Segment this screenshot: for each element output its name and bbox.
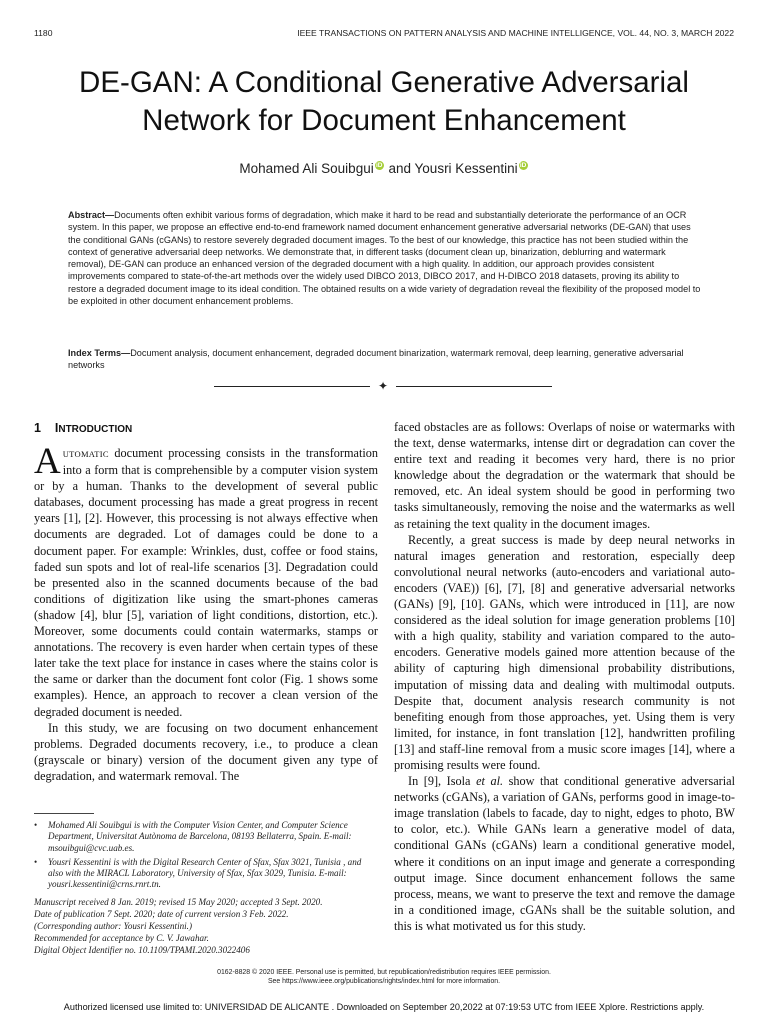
index-terms-dash: — xyxy=(121,348,131,358)
author-list xyxy=(0,161,768,176)
section-rest: NTRODUCTION xyxy=(58,424,133,435)
copyright-notice xyxy=(0,968,768,986)
section-number: 1 xyxy=(34,421,41,435)
author-2: Yousri Kessentini xyxy=(414,161,518,176)
license-bar: Authorized licensed use limited to: UNIVERSIDAD DE ALICANTE . Downloaded on September 20,2022 at 07:19:53 UTC from IEEE Xplore. Restrictions apply. xyxy=(63,1002,705,1012)
footnote-item: • Mohamed Ali Souibgui is with the Computer Vision Center, and Computer Science Department, Universitat Autònoma de Barcelona, 08193 Bellaterra, Spain. E-mail: msouibgui@cvc.uab.es. xyxy=(34,820,378,854)
journal-header: IEEE TRANSACTIONS ON PATTERN ANALYSIS AND MACHINE INTELLIGENCE, VOL. 44, NO. 3, MARCH 2022 xyxy=(297,28,734,38)
right-paragraph-2: Recently, a great success is made by deep neural networks in natural images generation and restoration, especially deep convolutional neural networks (auto-encoders and variational auto-encoders (VAE)) [6], [7], [8] and generative adversarial networks (GANs) [9], [10]. GANs, which were introduced in [11], are now considered as the ideal solution for image generation problems [10] with a high quality, stability and variation compared to the auto-encoders. Generative models gained more attention because of the ability of capturing high dimensional probability distributions, imputation of missing data and dealing with multimodal outputs. Despite that, document analysis research community is not benefiting enough from those approaches, yet. Using them is very limited, for instance, in font translation [12], handwritten profiling [13] and staff-line removal from a music score images [14], where a promising results were found. xyxy=(394,532,735,772)
author-conjunction: and xyxy=(388,161,412,176)
copyright-line-1: 0162-8828 © 2020 IEEE. Personal use is permitted, but republication/redistribution requires IEEE permission. xyxy=(217,969,551,976)
dropcap: A xyxy=(34,441,61,482)
left-column xyxy=(34,441,378,784)
manuscript-line: Date of publication 7 Sept. 2020; date of current version 3 Feb. 2022. xyxy=(34,909,289,920)
title-line-2: Network for Document Enhancement xyxy=(142,104,626,137)
p3-etal: et al. xyxy=(476,774,504,789)
paper-title xyxy=(0,64,768,140)
p3-start: In [9], Isola xyxy=(408,774,477,789)
abstract-dash: — xyxy=(105,210,115,220)
index-terms-label: Index Terms xyxy=(68,348,122,358)
manuscript-line: (Corresponding author: Yousri Kessentini.) xyxy=(34,921,192,932)
separator-diamond-icon: ✦ xyxy=(377,379,389,393)
manuscript-line: Recommended for acceptance by C. V. Jawahar. xyxy=(34,933,209,944)
copyright-line-2: See https://www.ieee.org/publications/rights/index.html for more information. xyxy=(267,978,501,985)
running-header xyxy=(34,28,734,42)
abstract xyxy=(68,209,702,307)
abstract-label: Abstract xyxy=(68,210,106,220)
footnote-rule xyxy=(34,813,94,814)
p3-end: show that conditional generative adversarial networks (cGANs), a variation of GANs, performs good in image-to-image translation (labels to facade, day to night, edges to photo, BW to color, etc.). While GANs learn a generative model of data, conditional GANs (cGANs) learn a conditional generative model, where it conditions on an input image and generate a corresponding output image. Since document enhancement follows the same process, means, we want to preserve the text and remove the damage in a conditioned image, cGANs shall be the suitable solution, and this is what motivated us for this study. xyxy=(394,774,735,933)
right-paragraph-1: faced obstacles are as follows: Overlaps of noise or watermarks with the text, dense watermarks, intense dirt or degradation can cover the entire text and reading it becomes very hard, there is no prior knowledge about the degradation or the watermark that should be removed, etc. An ideal system should be good in performing two tasks simultaneously, removing the noise and the watermarks as well as retaining the text quality in the document images. xyxy=(394,420,735,531)
separator-rule-right xyxy=(396,386,552,387)
intro-paragraph-1-text: document processing consists in the transformation into a form that is comprehensible by a computer vision system or by a human. Thanks to the development of several public databases, document processing has made a great progress in recent years [1], [2]. However, this processing is not always effective when documents are degraded. Lot of damages could be done to a document paper. For example: Wrinkles, dust, coffee or food stains, faded sun spots and lot of real-life scenarios [3]. Degradation could be presented also in the scanned documents because of the bad conditions of digitization like using the smart-phones cameras (shadow [4], blur [5], variation of light conditions, distortion, etc.). Moreover, some documents could contain watermarks, stamps or annotations. The recovery is even harder when certain types of these later take the text place for instance in cases where the stains color is the same or darker than the document font color (Fig. 1 shows some examples). Hence, an approach to recover a clean version of the degraded document is needed. xyxy=(34,446,378,719)
manuscript-line: Manuscript received 8 Jan. 2019; revised 15 May 2020; accepted 3 Sept. 2020. xyxy=(34,897,323,907)
smallcaps-lead: UTOMATIC xyxy=(62,449,109,459)
separator-rule-left xyxy=(214,386,370,387)
section-heading xyxy=(34,421,132,435)
author-1: Mohamed Ali Souibgui xyxy=(239,161,374,176)
page-number: 1180 xyxy=(34,28,53,38)
manuscript-line: Digital Object Identifier no. 10.1109/TPAMI.2020.3022406 xyxy=(34,945,250,956)
orcid-icon[interactable]: iD xyxy=(519,162,527,169)
manuscript-info xyxy=(34,896,378,956)
index-terms xyxy=(68,347,702,372)
title-line-1: DE-GAN: A Conditional Generative Adversarial xyxy=(79,66,689,99)
section-initial: I xyxy=(54,421,59,435)
right-paragraph-3 xyxy=(394,773,735,934)
abstract-text: Documents often exhibit various forms of degradation, which make it hard to be read and substantially deteriorate the performance of an OCR system. In this paper, we propose an effective end-to-end framework named document enhancement generative adversarial networks (DE-GAN) that uses the conditional GANs (cGANs) to restore severely degraded document images. To the best of our knowledge, this practice has not been studied within the context of generative adversarial deep networks. We demonstrate that, in different tasks (document clean up, binarization, deblurring and watermark removal), DE-GAN can produce an enhanced version of the degraded document with a high quality. In addition, our approach provides consistent improvements compared to state-of-the-art methods over the widely used DIBCO 2013, DIBCO 2017, and H-DIBCO 2018 datasets, proving its ability to restore a degraded document image to its ideal condition. The obtained results on a wide variety of degradation reveal the flexibility of the proposed model to be exploited in other document enhancement problems. xyxy=(68,210,701,307)
intro-paragraph-1 xyxy=(34,441,378,720)
intro-paragraph-2: In this study, we are focusing on two document enhancement problems. Degraded documents recovery, i.e., to produce a clean (grayscale or binary) version of the document given any type of degradation, and watermark removal. The xyxy=(34,720,378,783)
author-footnotes xyxy=(34,820,378,894)
orcid-icon[interactable]: iD xyxy=(375,162,383,169)
footnote-item: • Yousri Kessentini is with the Digital Research Center of Sfax, Sfax 3021, Tunisia , and also with the MIRACL Laboratory, University of Sfax, Sfax 3029, Tunisia. E-mail: yousri.kessentini@crns.rnrt.tn. xyxy=(34,857,378,891)
right-column xyxy=(394,419,735,934)
index-terms-text: Document analysis, document enhancement, degraded document binarization, watermark removal, deep learning, generative adversarial networks xyxy=(68,348,684,371)
